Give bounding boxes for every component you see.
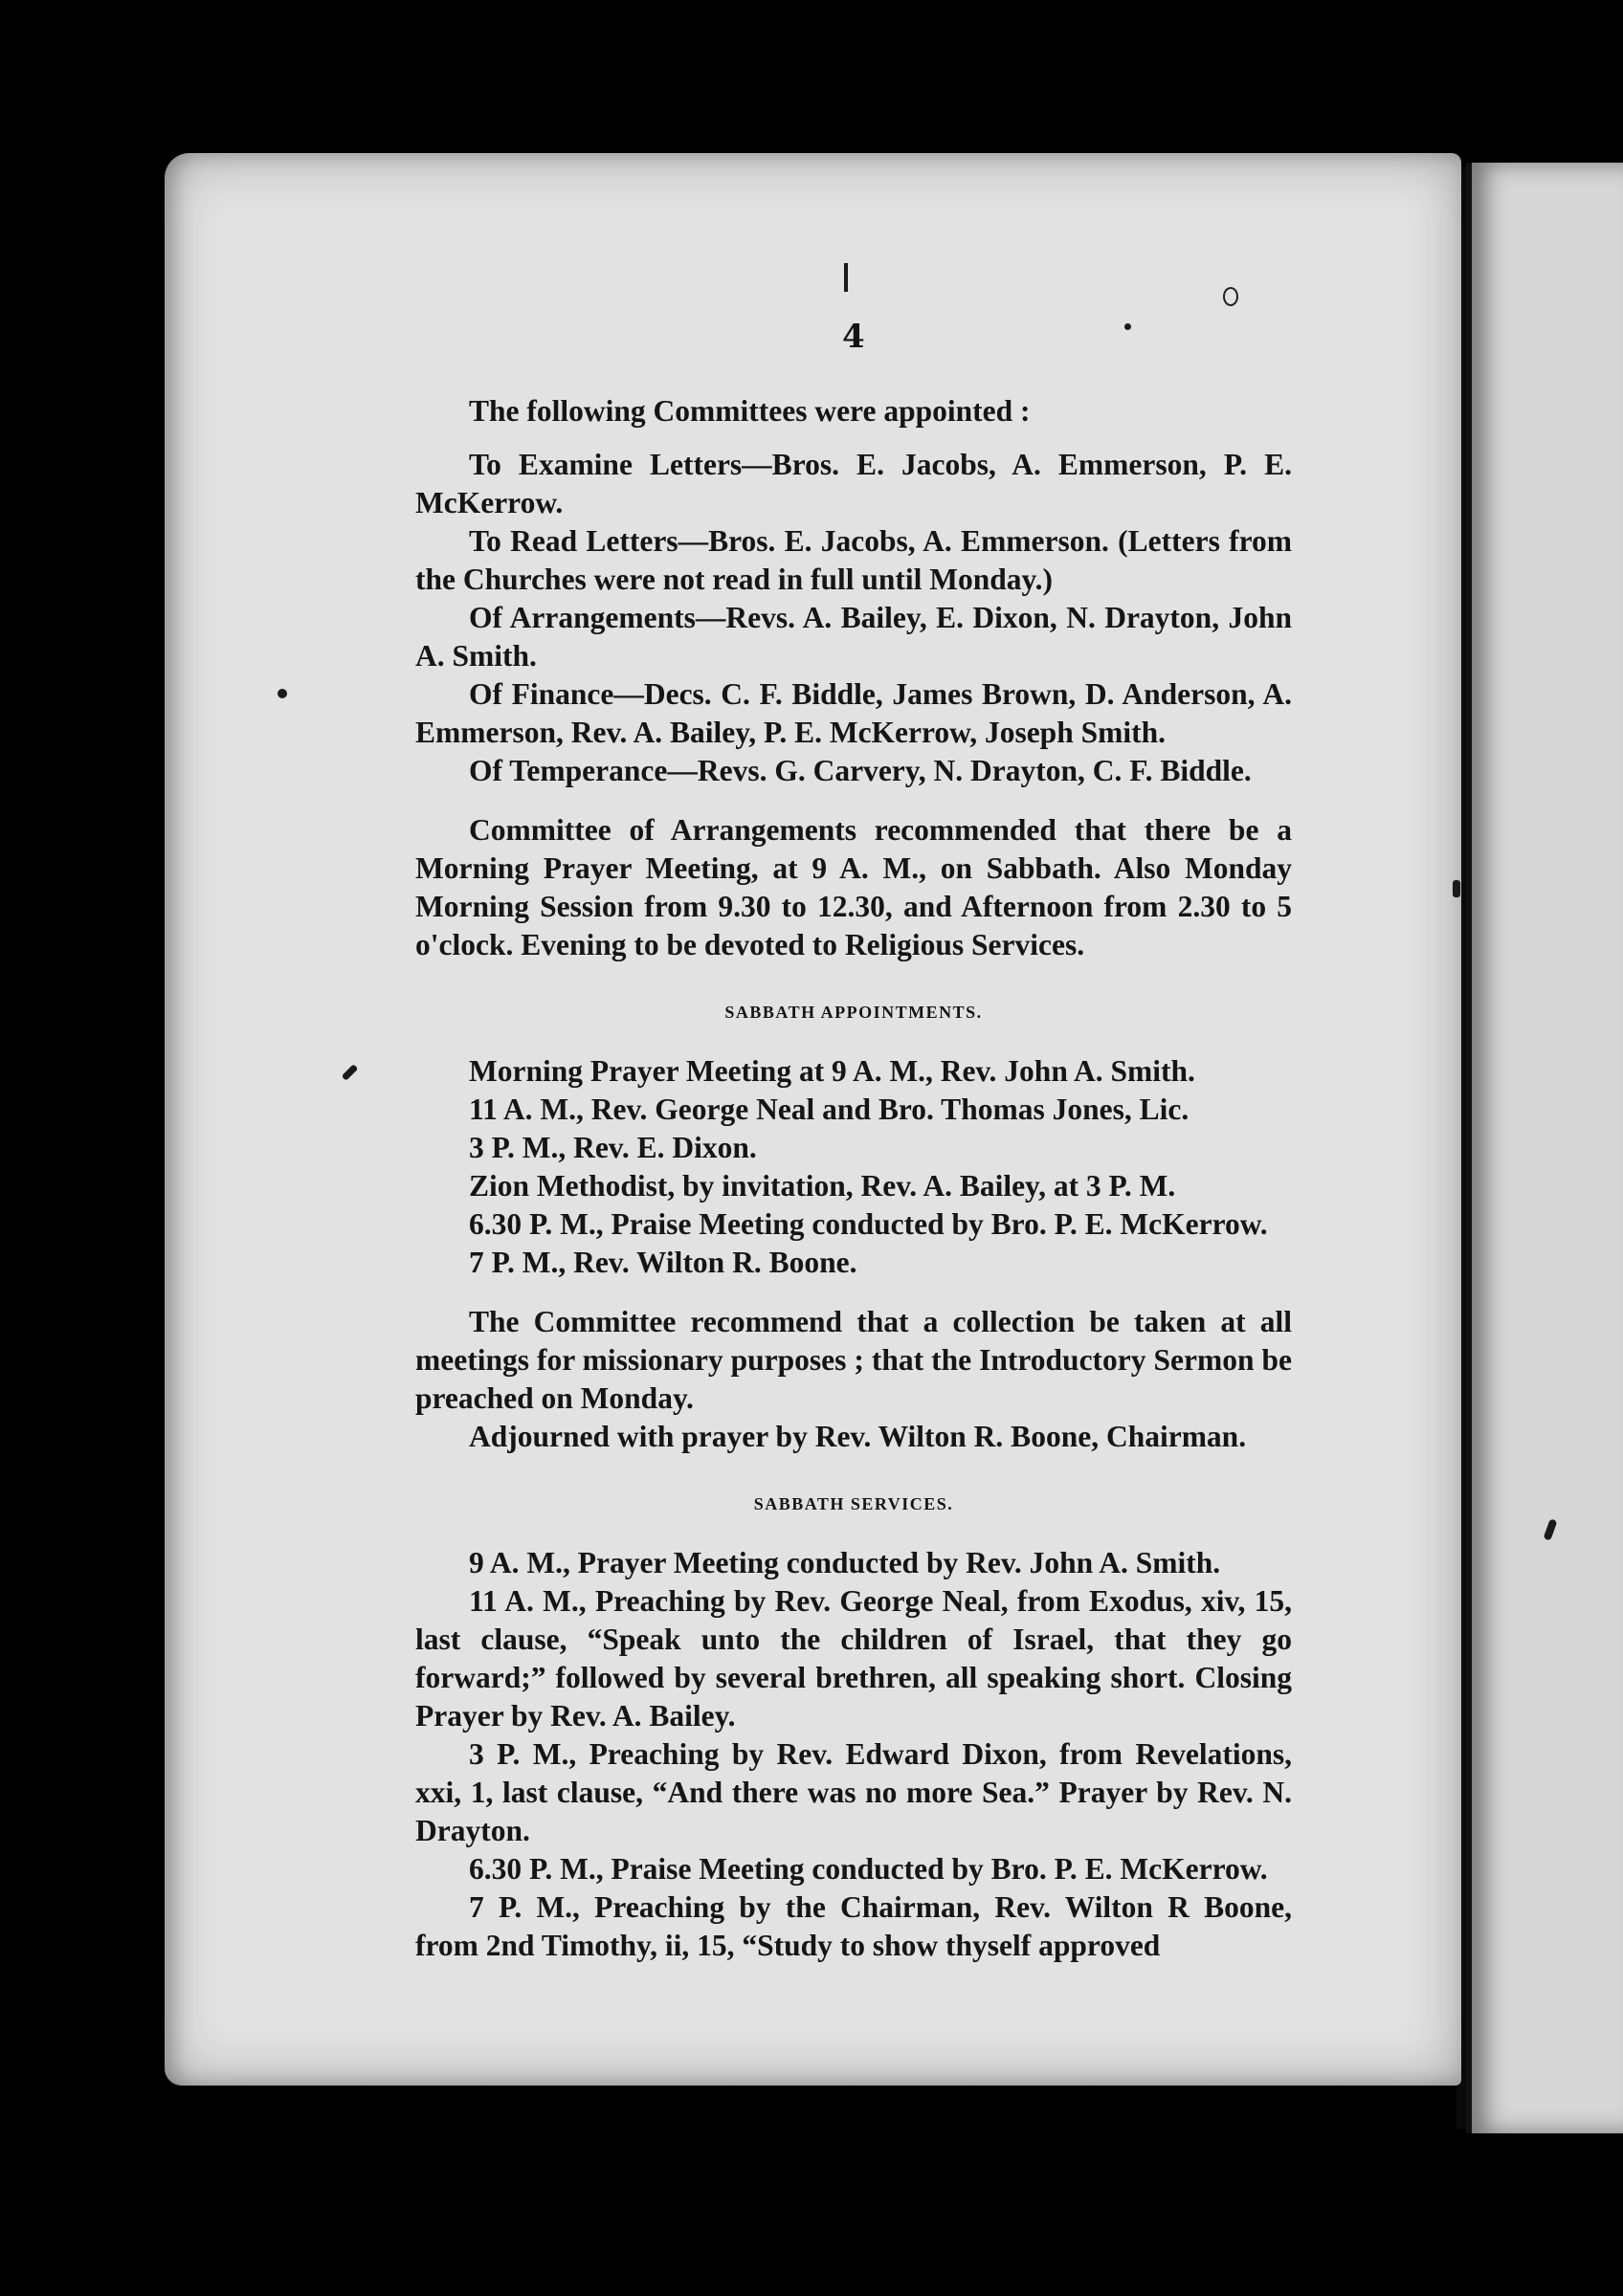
service-entry: 6.30 P. M., Praise Meeting conducted by Bro. P. E. McKerrow. [469, 1852, 1268, 1886]
ink-speck [278, 689, 287, 698]
page-text [415, 392, 1292, 1965]
facing-page-edge [1466, 163, 1623, 2133]
ink-speck [1453, 880, 1460, 897]
page-number: 4 [842, 318, 865, 356]
list-item: Morning Prayer Meeting at 9 A. M., Rev. John A. Smith. [469, 1054, 1195, 1088]
committee-entry: To Read Letters—Bros. E. Jacobs, A. Emmerson. (Letters from the Churches were not read in full until Monday.) [415, 524, 1292, 596]
appointments-list [469, 1052, 1292, 1282]
committee-entry: Of Arrangements—Revs. A. Bailey, E. Dixon, N. Drayton, John A. Smith. [415, 601, 1292, 673]
adjournment-paragraph: Adjourned with prayer by Rev. Wilton R. Boone, Chairman. [469, 1420, 1247, 1453]
list-item: Zion Methodist, by invitation, Rev. A. Bailey, at 3 P. M. [469, 1169, 1176, 1203]
committee-entry: To Examine Letters—Bros. E. Jacobs, A. Emmerson, P. E. McKerrow. [415, 448, 1292, 519]
committee-entry: Of Finance—Decs. C. F. Biddle, James Brown, D. Anderson, A. Emmerson, Rev. A. Bailey, P. E. McKerrow, Joseph Smith. [415, 677, 1292, 749]
ink-speck [1124, 323, 1131, 330]
list-item: 6.30 P. M., Praise Meeting conducted by Bro. P. E. McKerrow. [469, 1207, 1268, 1241]
pen-mark [844, 263, 848, 292]
service-entry: 3 P. M., Preaching by Rev. Edward Dixon, from Revelations, xxi, 1, last clause, “And there was no more Sea.” Prayer by Rev. N. Drayton. [415, 1737, 1292, 1847]
list-item: 7 P. M., Rev. Wilton R. Boone. [469, 1246, 857, 1279]
section-heading: SABBATH SERVICES. [753, 1494, 954, 1513]
recommendation-paragraph: The Committee recommend that a collection be taken at all meetings for missionary purposes ; that the Introductory Sermon be preached on Monday. [415, 1305, 1292, 1415]
section-heading: SABBATH APPOINTMENTS. [724, 1003, 983, 1022]
service-entry: 11 A. M., Preaching by Rev. George Neal, from Exodus, xiv, 15, last clause, “Speak unto the children of Israel, that they go forward;” followed by several brethren, all speaking short. Closing Prayer by Rev. A. Bailey. [415, 1584, 1292, 1733]
service-entry: 7 P. M., Preaching by the Chairman, Rev. Wilton R Boone, from 2nd Timothy, ii, 15, “Study to show thyself approved [415, 1890, 1292, 1962]
arrangements-paragraph: Committee of Arrangements recommended that there be a Morning Prayer Meeting, at 9 A. M., on Sabbath. Also Monday Morning Session from 9.30 to 12.30, and Afternoon from 2.30 to 5 o'clock. Evening to be devoted to Religious Services. [415, 813, 1292, 961]
list-item: 11 A. M., Rev. George Neal and Bro. Thomas Jones, Lic. [469, 1093, 1189, 1126]
ink-speck [1223, 287, 1238, 306]
committee-entry: Of Temperance—Revs. G. Carvery, N. Drayton, C. F. Biddle. [469, 754, 1252, 787]
committees-intro: The following Committees were appointed : [469, 394, 1031, 428]
service-entry: 9 A. M., Prayer Meeting conducted by Rev. John A. Smith. [469, 1546, 1221, 1579]
list-item: 3 P. M., Rev. E. Dixon. [469, 1131, 757, 1164]
